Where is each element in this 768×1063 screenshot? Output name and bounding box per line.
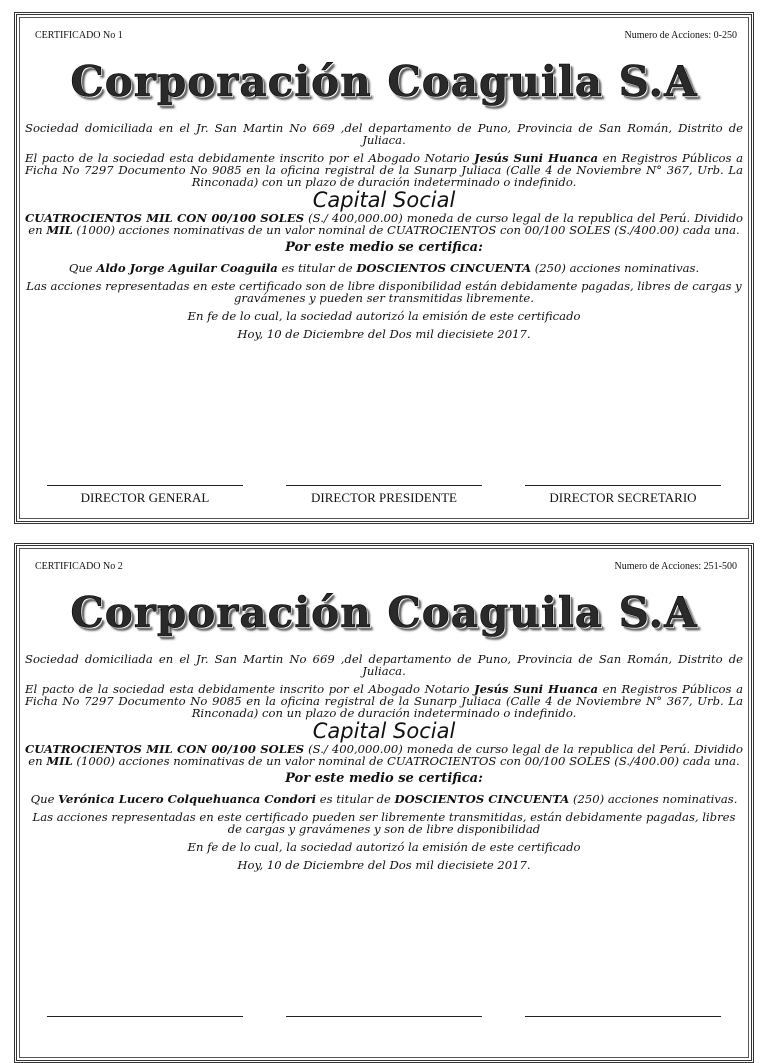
fe-text: En fe de lo cual, la sociedad autorizó la emisión de este certificado (187, 309, 581, 323)
certify-heading: Por este medio se certifica: (285, 771, 483, 786)
pact-post: en Registros Públicos a Ficha No 7297 Documento No 9085 en la oficina registral de la Sunarp Juliaca (Calle 4 de Noviembre N° 367, Urb. La Rinconada) con un plazo de duración indeterminado o indefinido. (25, 151, 744, 189)
signature-line (47, 1016, 243, 1017)
holder-mid: es titular de (319, 792, 391, 806)
capital-amount: CUATROCIENTOS MIL CON 00/100 SOLES (25, 211, 305, 225)
capital-mid: (S./ 400,000.00) moneda de curso legal de la republica del Perú. Dividido en (28, 211, 743, 237)
holder-name: Verónica Lucero Colquehuanca Condori (58, 792, 317, 806)
signature-line (47, 485, 243, 486)
capital-mil: MIL (46, 754, 73, 768)
signature-line (286, 485, 482, 486)
domicile-text: Sociedad domiciliada en el Jr. San Martin No 669 ,del departamento de Puno, Provincia de San Román, Distrito de Juliaca. (25, 652, 743, 678)
signature-line (286, 1016, 482, 1017)
certificate-number: CERTIFICADO No 1 (35, 30, 123, 41)
signature-block (47, 1016, 721, 1021)
signature-label: DIRECTOR SECRETARIO (549, 490, 697, 505)
holder-post: (250) acciones nominativas. (573, 792, 738, 806)
capital-post: (1000) acciones nominativas de un valor nominal de CUATROCIENTOS con 00/100 SOLES (S./400.00) cada una. (76, 223, 740, 237)
signature-line (525, 1016, 721, 1017)
signature-director-presidente (286, 485, 482, 506)
signature-slot (286, 1016, 482, 1021)
pact-text (25, 152, 743, 188)
signature-slot (525, 1016, 721, 1021)
holder-pre: Que (30, 792, 55, 806)
date-text: Hoy, 10 de Diciembre del Dos mil diecisiete 2017. (237, 327, 531, 341)
capital-mid: (S./ 400,000.00) moneda de curso legal de la republica del Perú. Dividido en (28, 742, 743, 768)
notary-name: Jesús Suni Huanca (474, 151, 598, 165)
certificate-body (25, 122, 743, 346)
signature-slot (47, 1016, 243, 1021)
certificate-body (25, 653, 743, 877)
company-title: Corporación Coaguila S.A (70, 588, 698, 637)
capital-heading: Capital Social (312, 719, 456, 743)
holder-name: Aldo Jorge Aguilar Coaguila (96, 261, 278, 275)
signature-director-general (47, 485, 243, 506)
date-text: Hoy, 10 de Diciembre del Dos mil diecisiete 2017. (237, 858, 531, 872)
holder-amount: DOSCIENTOS CINCUENTA (356, 261, 532, 275)
holder-pre: Que (68, 261, 93, 275)
signature-label: DIRECTOR GENERAL (80, 490, 210, 505)
pact-pre: El pacto de la sociedad esta debidamente inscrito por el Abogado Notario (25, 682, 470, 696)
notary-name: Jesús Suni Huanca (474, 682, 598, 696)
share-range: Numero de Acciones: 0-250 (624, 30, 737, 41)
capital-heading: Capital Social (312, 188, 456, 212)
pact-post: en Registros Públicos a Ficha No 7297 Documento No 9085 en la oficina registral de la Sunarp Juliaca (Calle 4 de Noviembre N° 367, Urb. La Rinconada) con un plazo de duración indeterminado o indefinido. (25, 682, 744, 720)
certificate-1 (14, 12, 754, 524)
signature-director-secretario (525, 485, 721, 506)
fe-text: En fe de lo cual, la sociedad autorizó la emisión de este certificado (187, 840, 581, 854)
pact-text (25, 683, 743, 719)
certify-heading: Por este medio se certifica: (285, 240, 483, 255)
capital-text (25, 743, 743, 767)
signature-label: DIRECTOR PRESIDENTE (310, 490, 457, 505)
certificate-2 (14, 543, 754, 1063)
pact-pre: El pacto de la sociedad esta debidamente inscrito por el Abogado Notario (25, 151, 470, 165)
certificate-number: CERTIFICADO No 2 (35, 561, 123, 572)
capital-post: (1000) acciones nominativas de un valor nominal de CUATROCIENTOS con 00/100 SOLES (S./400.00) cada una. (76, 754, 740, 768)
capital-text (25, 212, 743, 236)
holder-text (25, 262, 743, 274)
signature-block (47, 485, 721, 506)
share-range: Numero de Acciones: 251-500 (614, 561, 737, 572)
holder-text (25, 793, 743, 805)
shares-text: Las acciones representadas en este certificado son de libre disponibilidad están debidamente pagadas, libres de cargas y gravámenes y pueden ser transmitidas libremente. (26, 279, 742, 305)
holder-amount: DOSCIENTOS CINCUENTA (394, 792, 570, 806)
shares-text: Las acciones representadas en este certificado pueden ser libremente transmitidas, están debidamente pagadas, libres de cargas y gravámenes y son de libre disponibilidad (32, 810, 736, 836)
holder-post: (250) acciones nominativas. (534, 261, 700, 275)
capital-amount: CUATROCIENTOS MIL CON 00/100 SOLES (25, 742, 305, 756)
signature-line (525, 485, 721, 486)
capital-mil: MIL (46, 223, 73, 237)
holder-mid: es titular de (281, 261, 353, 275)
domicile-text: Sociedad domiciliada en el Jr. San Martin No 669 ,del departamento de Puno, Provincia de San Román, Distrito de Juliaca. (25, 121, 743, 147)
company-title: Corporación Coaguila S.A (70, 57, 698, 106)
